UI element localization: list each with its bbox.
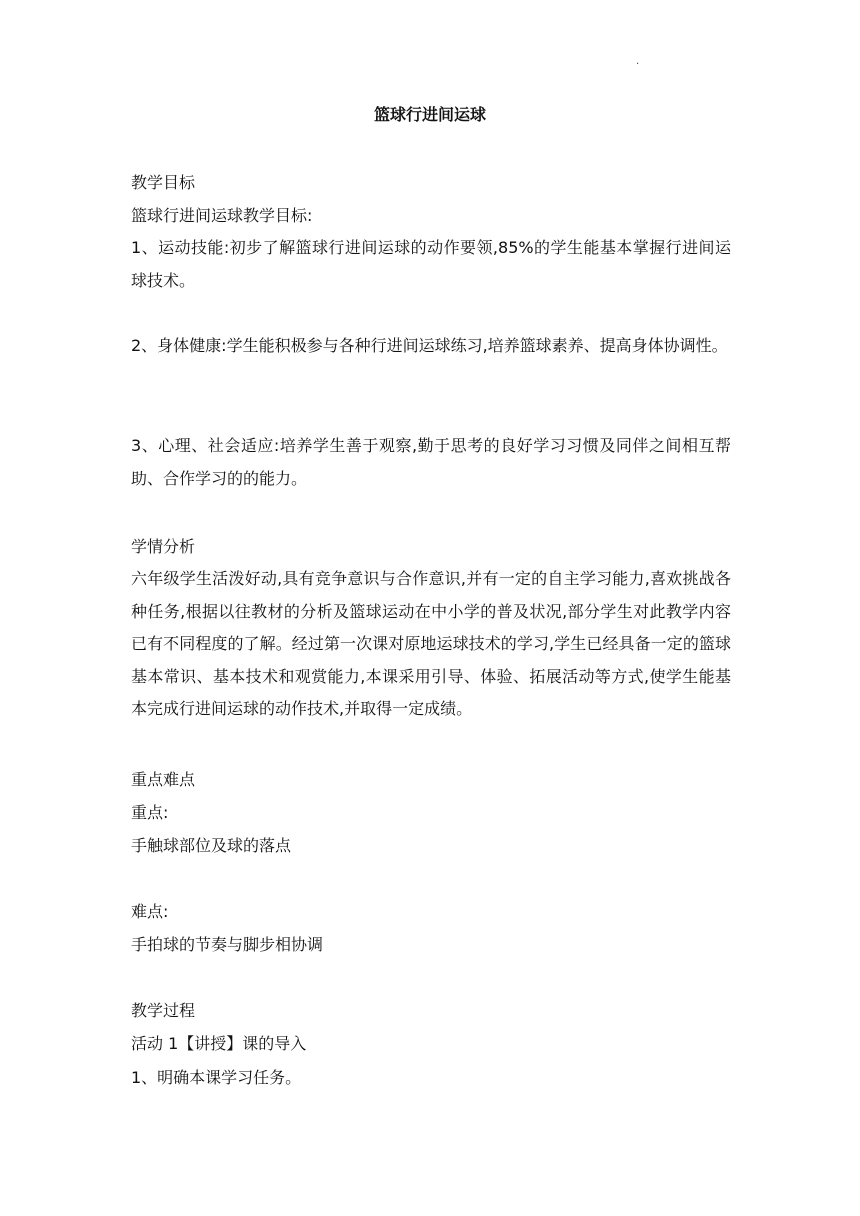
page-mark: .: [636, 56, 640, 67]
analysis-heading: 学情分析: [131, 537, 196, 556]
objective-item-3: 3、心理、社会适应:培养学生善于观察,勤于思考的良好学习习惯及同伴之间相互帮助、合作学习的的能力。: [131, 436, 731, 488]
process-activity-1: 活动 1【讲授】课的导入: [131, 1034, 307, 1053]
objective-item-2: 2、身体健康:学生能积极参与各种行进间运球练习,培养篮球素养、提高身体协调性。: [131, 336, 728, 355]
analysis-body: 六年级学生活泼好动,具有竞争意识与合作意识,并有一定的自主学习能力,喜欢挑战各种任务,根据以往教材的分析及篮球运动在中小学的普及状况,部分学生对此教学内容已有不同程度的了解。经过第一次课对原地运球技术的学习,学生已经具备一定的篮球基本常识、基本技术和观赏能力,本课采用引导、体验、拓展活动等方式,使学生能基本完成行进间运球的动作技术,并取得一定成绩。: [131, 569, 731, 718]
objective-item-1: 1、运动技能:初步了解篮球行进间运球的动作要领,85%的学生能基本掌握行进间运球技术。: [131, 238, 731, 290]
difficult-point-text: 手拍球的节奏与脚步相协调: [131, 935, 324, 954]
document-title: 篮球行进间运球: [373, 105, 486, 124]
process-step-1: 1、明确本课学习任务。: [131, 1068, 302, 1087]
key-point-label: 重点:: [131, 803, 169, 822]
objectives-heading: 教学目标: [131, 173, 196, 192]
process-heading: 教学过程: [131, 1001, 196, 1020]
key-points-heading: 重点难点: [131, 770, 196, 789]
key-point-text: 手触球部位及球的落点: [131, 836, 292, 855]
objectives-intro: 篮球行进间运球教学目标:: [131, 206, 313, 225]
difficult-point-label: 难点:: [131, 902, 169, 921]
